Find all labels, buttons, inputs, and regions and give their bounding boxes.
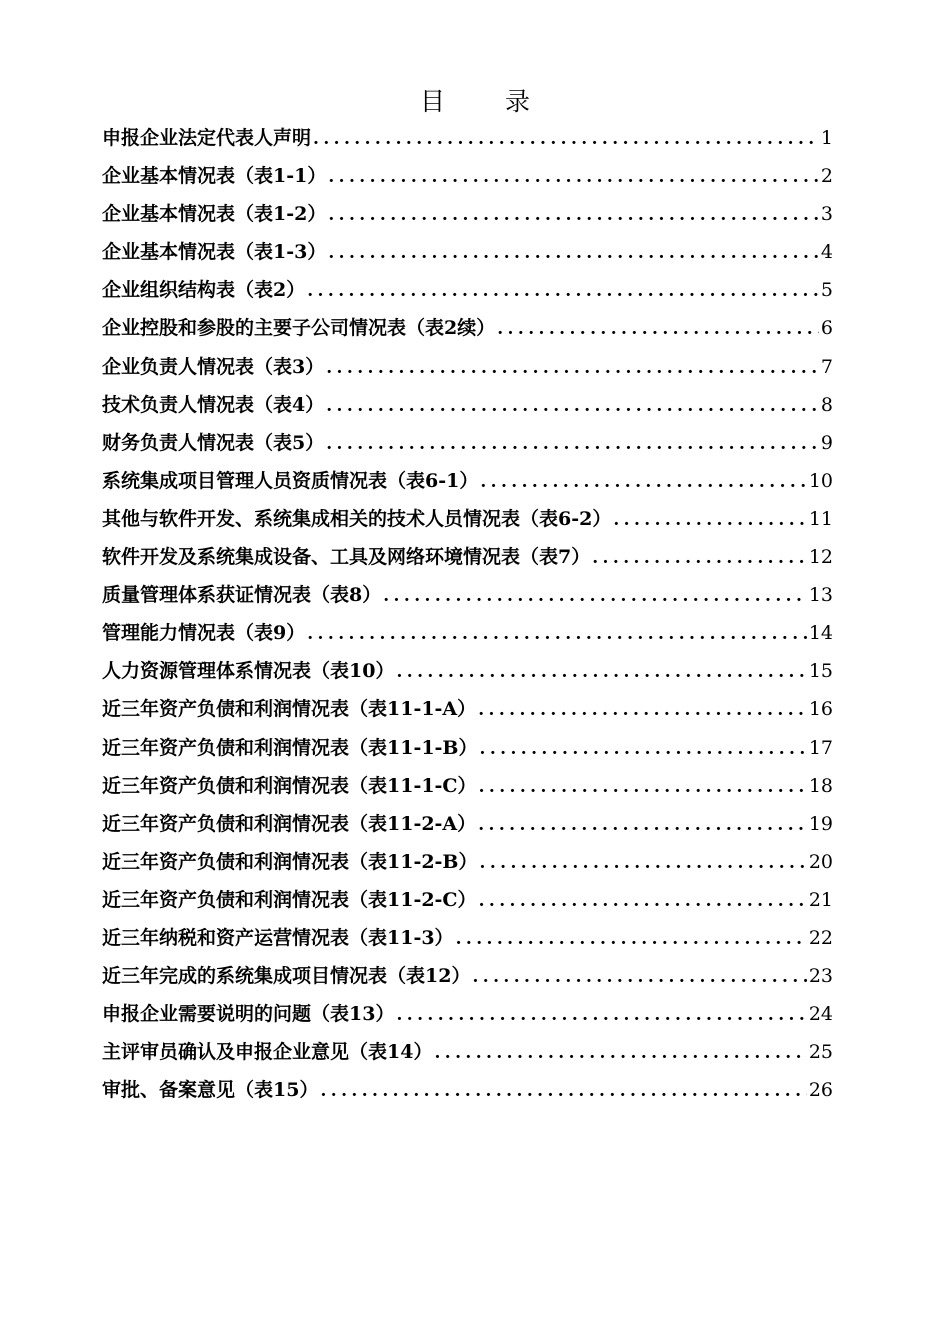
toc-page-number: 23	[808, 965, 833, 988]
toc-page-number: 17	[808, 736, 833, 759]
toc-entry-label: 企业基本情况表（表1-3）	[102, 241, 327, 264]
toc-entry-label: 近三年资产负债和利润情况表（表11-1-A）	[102, 698, 477, 721]
toc-page-number: 16	[808, 698, 833, 721]
toc-entry-label: 近三年资产负债和利润情况表（表11-2-B）	[102, 850, 478, 873]
toc-entry[interactable]	[102, 843, 833, 881]
toc-entry[interactable]	[102, 957, 833, 995]
toc-page-number: 10	[808, 469, 833, 492]
toc-entry-label: 企业组织结构表（表2）	[102, 279, 306, 302]
toc-entry[interactable]	[102, 729, 833, 767]
toc-dot-leader	[383, 577, 807, 614]
toc-dot-leader	[472, 958, 806, 995]
toc-entry-label: 近三年完成的系统集成项目情况表（表12）	[102, 965, 471, 988]
toc-entry[interactable]	[102, 271, 833, 309]
toc-entry-label: 近三年资产负债和利润情况表（表11-2-A）	[102, 812, 477, 835]
toc-entry-label: 申报企业法定代表人声明	[102, 127, 312, 149]
toc-entry-label: 企业控股和参股的主要子公司情况表（表2续）	[102, 317, 496, 340]
toc-entry[interactable]	[102, 157, 833, 195]
toc-dot-leader	[307, 615, 807, 652]
toc-page-number: 24	[808, 1003, 833, 1026]
toc-dot-leader	[307, 272, 819, 309]
toc-entry[interactable]	[102, 1033, 833, 1071]
toc-entry[interactable]	[102, 576, 833, 614]
toc-entry-label: 近三年资产负债和利润情况表（表11-1-C）	[102, 774, 477, 797]
toc-entry[interactable]	[102, 1071, 833, 1109]
toc-entry-label: 企业基本情况表（表1-2）	[102, 203, 327, 226]
toc-page-number: 12	[808, 546, 833, 569]
toc-dot-leader	[480, 844, 807, 881]
toc-entry[interactable]	[102, 805, 833, 843]
toc-entry-label: 技术负责人情况表（表4）	[102, 393, 325, 416]
toc-entry-label: 管理能力情况表（表9）	[102, 622, 306, 645]
toc-dot-leader	[328, 158, 819, 195]
toc-page-number: 1	[820, 127, 833, 149]
toc-page-number: 21	[808, 888, 833, 911]
toc-entry[interactable]	[102, 386, 833, 424]
toc-entry[interactable]	[102, 195, 833, 233]
toc-list	[102, 119, 833, 1109]
toc-dot-leader	[456, 920, 807, 957]
toc-page-number: 8	[820, 393, 833, 416]
toc-page-number: 6	[820, 317, 833, 340]
toc-dot-leader	[480, 730, 807, 767]
toc-entry[interactable]	[102, 690, 833, 728]
toc-entry-label: 软件开发及系统集成设备、工具及网络环境情况表（表7）	[102, 546, 591, 569]
toc-page-number: 11	[808, 507, 833, 530]
toc-page-number: 5	[820, 279, 833, 302]
toc-dot-leader	[326, 349, 819, 386]
toc-page-number: 3	[820, 203, 833, 226]
toc-dot-leader	[480, 463, 806, 500]
toc-dot-leader	[313, 120, 819, 157]
toc-entry-label: 系统集成项目管理人员资质情况表（表6-1）	[102, 469, 479, 492]
toc-entry-label: 企业基本情况表（表1-1）	[102, 165, 327, 188]
toc-dot-leader	[613, 501, 806, 538]
toc-dot-leader	[320, 1072, 806, 1109]
toc-entry-label: 近三年资产负债和利润情况表（表11-1-B）	[102, 736, 478, 759]
toc-dot-leader	[328, 234, 819, 271]
toc-entry-label: 质量管理体系获证情况表（表8）	[102, 584, 382, 607]
toc-entry[interactable]	[102, 919, 833, 957]
toc-page-number: 15	[808, 660, 833, 683]
toc-entry[interactable]	[102, 614, 833, 652]
toc-entry-label: 财务负责人情况表（表5）	[102, 431, 325, 454]
toc-dot-leader	[396, 653, 806, 690]
toc-entry-label: 其他与软件开发、系统集成相关的技术人员情况表（表6-2）	[102, 507, 612, 530]
toc-dot-leader	[478, 691, 807, 728]
toc-dot-leader	[478, 806, 807, 843]
toc-entry[interactable]	[102, 767, 833, 805]
toc-title: 目 录	[420, 87, 556, 116]
toc-dot-leader	[326, 425, 819, 462]
toc-entry-label: 审批、备案意见（表15）	[102, 1079, 319, 1102]
toc-dot-leader	[326, 387, 819, 424]
toc-entry[interactable]	[102, 881, 833, 919]
toc-entry[interactable]	[102, 652, 833, 690]
toc-entry[interactable]	[102, 309, 833, 347]
toc-entry[interactable]	[102, 538, 833, 576]
toc-entry[interactable]	[102, 233, 833, 271]
toc-page-number: 22	[808, 926, 833, 949]
toc-page-number: 18	[808, 774, 833, 797]
toc-dot-leader	[396, 996, 806, 1033]
toc-page-number: 25	[808, 1041, 833, 1064]
toc-page-number: 26	[808, 1079, 833, 1102]
toc-entry[interactable]	[102, 424, 833, 462]
toc-page-number: 4	[820, 241, 833, 264]
toc-page-number: 19	[808, 812, 833, 835]
toc-page-number: 7	[820, 355, 833, 378]
toc-entry[interactable]	[102, 119, 833, 157]
toc-entry-label: 企业负责人情况表（表3）	[102, 355, 325, 378]
toc-entry[interactable]	[102, 462, 833, 500]
toc-page-number: 20	[808, 850, 833, 873]
toc-entry[interactable]	[102, 348, 833, 386]
toc-page-number: 2	[820, 165, 833, 188]
toc-page-number: 13	[808, 584, 833, 607]
toc-dot-leader	[328, 196, 819, 233]
toc-dot-leader	[497, 310, 819, 347]
toc-entry-label: 近三年资产负债和利润情况表（表11-2-C）	[102, 888, 477, 911]
toc-dot-leader	[479, 882, 807, 919]
toc-entry-label: 近三年纳税和资产运营情况表（表11-3）	[102, 926, 454, 949]
toc-page-number: 14	[808, 622, 833, 645]
toc-page-number: 9	[820, 431, 833, 454]
toc-entry[interactable]	[102, 995, 833, 1033]
toc-entry-label: 主评审员确认及申报企业意见（表14）	[102, 1041, 433, 1064]
toc-dot-leader	[592, 539, 807, 576]
toc-entry-label: 申报企业需要说明的问题（表13）	[102, 1003, 395, 1026]
toc-dot-leader	[434, 1034, 806, 1071]
toc-entry[interactable]	[102, 500, 833, 538]
toc-entry-label: 人力资源管理体系情况表（表10）	[102, 660, 395, 683]
toc-dot-leader	[479, 768, 807, 805]
